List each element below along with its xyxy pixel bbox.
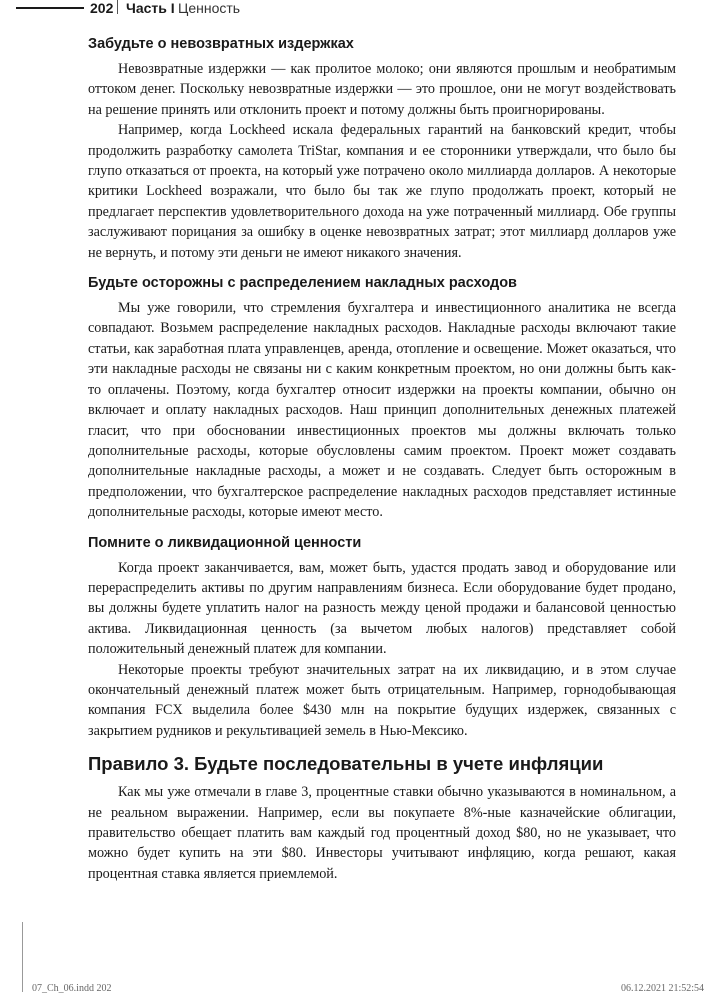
footer-datetime: 06.12.2021 21:52:54 [620,983,704,994]
crop-mark [22,922,23,992]
section-heading: Забудьте о невозвратных издержках [88,36,354,52]
header-separator [117,0,118,14]
page-number: 202 [90,0,114,16]
paragraph: Когда проект заканчивается, вам, может быть, удастся продать завод и оборудование или перераспределить активы по другим направлениям бизнеса. Если оборудование будет продано, вы должны будете уплатить налог на разность между ценой продажи и балансовой ценностью актива. Ликвидационная ценность (за вычетом любых налогов) представляет собой положительный денежный платеж для компании. [88,559,676,658]
header-rule [16,7,84,9]
rule-inflation [88,753,676,884]
section-heading: Будьте осторожны с распределением накладных расходов [88,275,517,292]
paragraph: Некоторые проекты требуют значительных затрат на их ликвидацию, и в этом случае окончательный денежный платеж может быть отрицательным. Например, горнодобывающая компания FCX выделила более $430 млн на покрытие будущих издержек, связанных с закрытием рудников и рекультивацией земель в Нью-Мексико. [88,661,676,739]
section-sunk-costs [88,36,676,263]
page-body [88,36,676,884]
footer-file: 07_Ch_06.indd 202 [32,983,112,994]
paragraph: Как мы уже отмечали в главе 3, процентные ставки обычно указываются в номинальном, а не реальном выражении. Например, если вы покупаете 8%-ные казначейские облигации, правительство обещает платить вам каждый год процентный доход $80, но не указывает, что можно будет купить на эти $80. Инвесторы учитывают инфляцию, когда решают, какая процентная ставка является приемлемой. [88,784,676,882]
part-label: Часть I [126,0,175,16]
section-heading: Помните о ликвидационной ценности [88,534,362,551]
paragraph: Например, когда Lockheed искала федеральных гарантий на банковский кредит, чтобы продолжить разработку самолета TriStar, компания и ее сторонники утверждали, что было бы глупо отказаться от проекта, на который уже потрачено около миллиарда долларов. А некоторые критики Lockheed возражали, что было бы так же глупо продолжать проект, который не предлагает перспектив удовлетворительного дохода на уже потраченный миллиард. Обе группы заслуживают порицания за ошибку в оценке невозвратных затрат; этот миллиард долларов уже не вернуть, и потому эти деньги не имеют никакого значения. [88,122,676,261]
running-header [0,0,720,22]
section-overhead [88,275,676,522]
print-footer [0,978,720,1000]
rule-heading: Правило 3. Будьте последовательны в учете инфляции [88,753,604,775]
paragraph: Невозвратные издержки — как пролитое молоко; они являются прошлым и необратимым оттоком денег. Поскольку невозвратные издержки — это прошлое, они не могут воздействовать на решение принять или отклонить проект и потому должны быть проигнорированы. [88,61,676,118]
section-salvage-value [88,535,676,742]
section-label: Ценность [178,0,241,16]
paragraph: Мы уже говорили, что стремления бухгалтера и инвестиционного аналитика не всегда совпадают. Возьмем распределение накладных расходов. Накладные расходы включают такие статьи, как заработная плата управленцев, аренда, отопление и освещение. Может оказаться, что эти накладные расходы не связаны ни с каким конкретным проектом, но они должны быть как-то оплачены. Поэтому, когда бухгалтер относит издержки на проекты компании, обычно он включает и оплату накладных расходов. Наш принцип дополнительных денежных платежей гласит, что при обосновании инвестиционных проектов мы должны включать только дополнительные расходы, которые обусловлены самим проектом. Проект может создавать дополнительные накладные расходы, а может и не создавать. Следует быть осторожным в предположении, что бухгалтерское распределение накладных расходов представляет истинные дополнительные расходы, которые имеют место. [88,300,676,521]
